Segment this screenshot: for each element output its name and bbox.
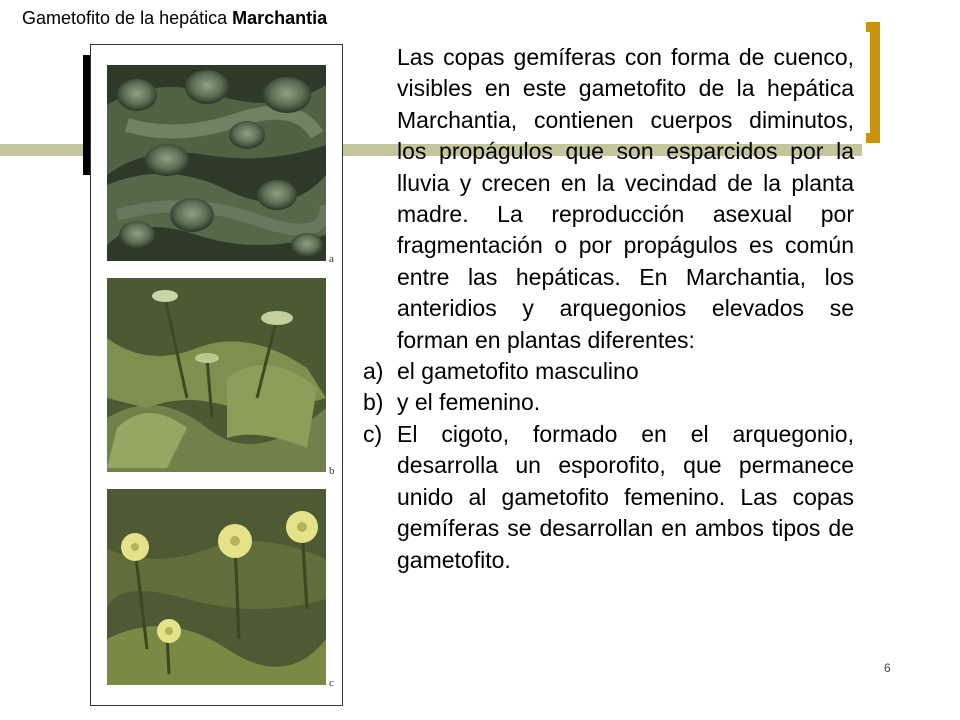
page-number: 6 <box>884 661 891 675</box>
photo-gemma-cups <box>107 65 326 261</box>
panel-label-c: c <box>329 677 334 689</box>
decorative-bracket <box>866 22 880 143</box>
list-mark-c: c) <box>363 420 383 447</box>
decorative-vertical-bar <box>83 55 90 175</box>
list-text-a: el gametofito masculino <box>397 358 639 385</box>
list-text-b: y el femenino. <box>397 389 541 416</box>
main-paragraph: Las copas gemíferas con forma de cuenco, visibles en este gametofito de la hepática Marchantia, contienen cuerpos diminutos, los propágulos que son esparcidos por la lluvia y crecen en la vecindad de la planta madre. La reproducción asexual por fragmentación o por propágulos es común entre las hepáticas. En Marchantia, los anteridios y arquegonios elevados se forman en plantas diferentes: <box>397 44 854 353</box>
slide-title <box>22 7 327 29</box>
list-item-c <box>363 419 854 576</box>
list-text-c: El cigoto, formado en el arquegonio, desarrolla un esporofito, que permanece unido al gametofito femenino. Las copas gemíferas se desarrollan en ambos tipos de gametofito. <box>397 420 854 573</box>
photo-male-gametophyte <box>107 278 326 472</box>
list-item-a <box>363 356 854 387</box>
panel-label-a: a <box>329 253 334 265</box>
list-mark-a: a) <box>363 358 384 385</box>
figure-photo-panel <box>90 44 343 706</box>
panel-label-b: b <box>329 465 335 477</box>
body-text <box>363 42 854 576</box>
list-item-b <box>363 387 854 418</box>
list-mark-b: b) <box>363 389 384 416</box>
photo-female-gametophyte <box>107 489 326 685</box>
title-bold: Marchantia <box>232 8 328 28</box>
title-prefix: Gametofito de la hepática <box>22 8 233 28</box>
